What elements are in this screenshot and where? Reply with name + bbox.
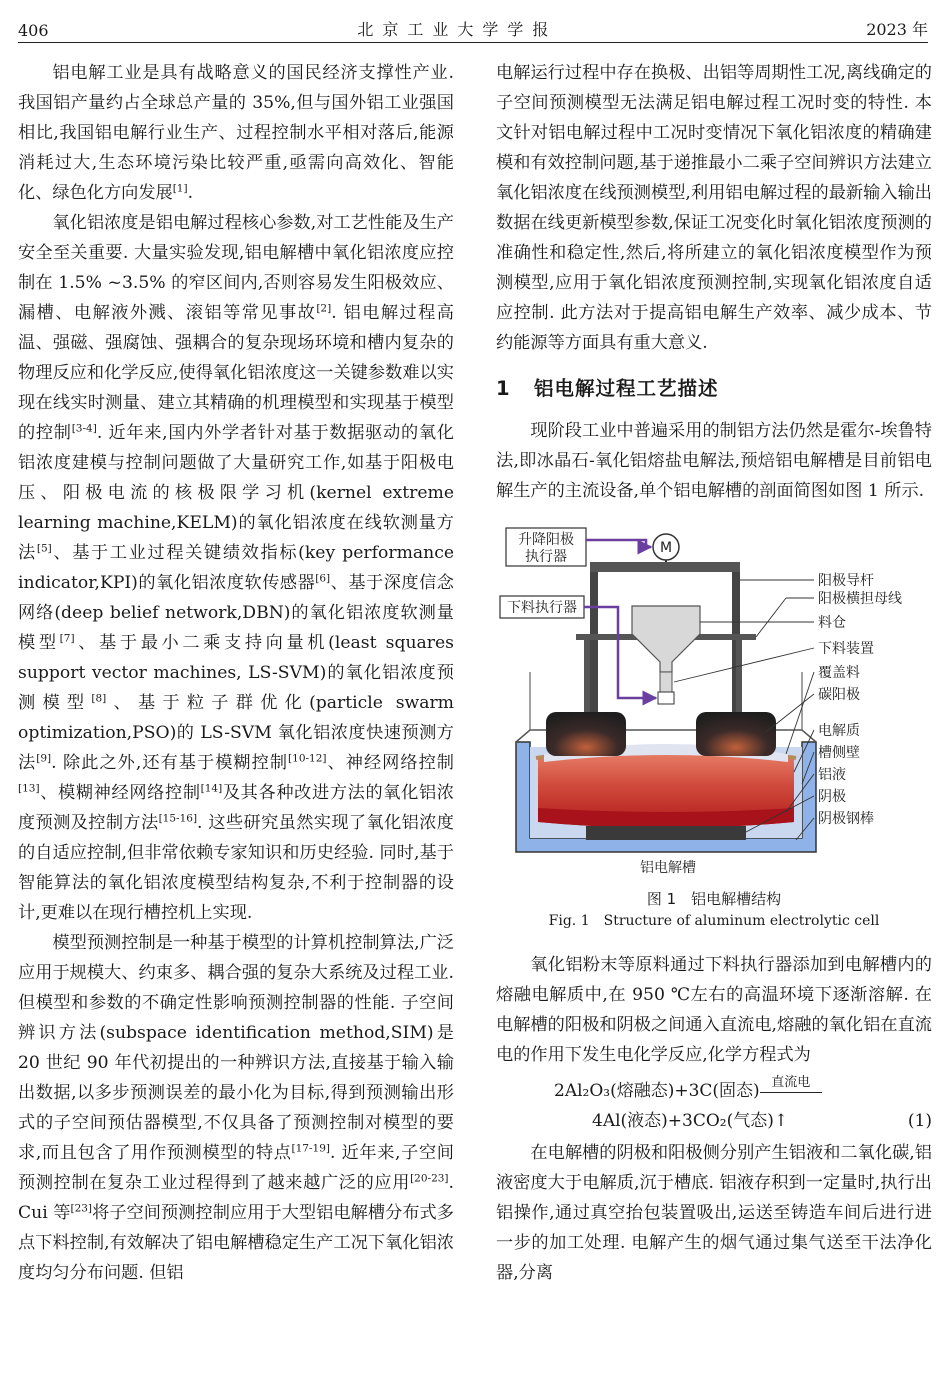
paragraph-alumina-concentration: 氧化铝浓度是铝电解过程核心参数,对工艺性能及生产安全至关重要. 大量实验发现,铝电解槽中氧化铝浓度应控制在 1.5% ~3.5% 的窄区间内,否则容易发生阳极效应、漏槽、电解液外溅、滚铝等常见事故[2]. 铝电解过程高温、强磁、强腐蚀、强耦合的复杂现场环境和槽内复杂的物理反应和化学反应,使得氧化铝浓度这一关键参数难以实现在线实时测量、建立其精确的机理模型和实现基于模型的控制[3-4]. 近年来,国内外学者针对基于数据驱动的氧化铝浓度建模与控制问题做了大量研究工作,如基于阳极电压、阳极电流的核极限学习机(kernel extreme learning machine,KELM)的氧化铝浓度在线软测量方法[5]、基于工业过程关键绩效指标(key performance indicator,KPI)的氧化铝浓度软传感器[6]、基于深度信念网络(deep belief network,DBN)的氧化铝浓度软测量模型[7]、基于最小二乘支持向量机(least squares support vector machines, LS-SVM)的氧化铝浓度预测模型[8]、基于粒子群优化(particle swarm optimization,PSO)的 LS-SVM 氧化铝浓度快速预测方法[9]. 除此之外,还有基于模糊控制[10-12]、神经网络控制[13]、模糊神经网络控制[14]及其各种改进方法的氧化铝浓度预测及控制方法[15-16]. 这些研究虽然实现了氧化铝浓度的自适应控制,但非常依赖专家知识和历史经验. 同时,基于智能算法的氧化铝浓度模型结构复杂,不利于控制器的设计,更难以在现行槽控机上实现. — [18, 213, 454, 923]
paragraph-feeding: 氧化铝粉末等原料通过下料执行器添加到电解槽内的熔融电解质中,在 950 ℃左右的高温环境下逐渐溶解. 在电解槽的阳极和阴极之间通入直流电,熔融的氧化铝在直流电的作用下发生电化学反应,化学方程式为 — [496, 955, 932, 1065]
label-cathode-bar: 阴极钢棒 — [818, 811, 874, 827]
hopper — [632, 606, 700, 672]
page-header — [18, 14, 928, 40]
label-cell: 铝电解槽 — [640, 860, 696, 876]
equation-lhs: 2Al₂O₃(熔融态)+3C(固态) — [554, 1081, 760, 1101]
motor-label: M — [659, 540, 673, 556]
citation: [8] — [91, 692, 107, 705]
header-rule — [18, 42, 928, 43]
anode-rod-left — [584, 640, 590, 716]
label-anode-rod: 阳极导杆 — [818, 573, 874, 589]
label-aluminum: 铝液 — [818, 767, 846, 783]
frame-post-left — [590, 572, 598, 732]
citation: [13] — [18, 782, 40, 795]
citation: [5] — [36, 542, 52, 555]
cell-diagram — [496, 522, 932, 882]
paragraph-mpc: 模型预测控制是一种基于模型的计算机控制算法,广泛应用于规模大、约束多、耦合强的复杂大系统及过程工业. 但模型和参数的不确定性影响预测控制器的性能. 子空间辨识方法(subspace identification method,SIM)是 20 世纪 90 年代初提出的一种辨识方法,直接基于输入输出数据,以多步预测误差的最小化为目标,得到预测输出形式的子空间预估器模型,不仅具备了预测控制对模型的要求,而且包含了用作预测模型的特点[17-19]. 近年来,子空间预测控制在复杂工业过程得到了越来越广泛的应用[20-23]. Cui 等[23]将子空间预测控制应用于大型铝电解槽分布式多点下料控制,有效解决了铝电解槽稳定生产工况下氧化铝浓度均匀分布问题. 但铝 — [18, 933, 454, 1283]
label-hopper: 料仓 — [818, 615, 846, 631]
paragraph-products: 在电解槽的阴极和阳极侧分别产生铝液和二氧化碳,铝液密度大于电解质,沉于槽底. 铝液存积到一定量时,执行出铝操作,通过真空抬包装置吸出,运送至铸造车间后进行进一步的加工处理. 电解产生的烟气通过集气送至干法净化器,分离 — [496, 1143, 932, 1283]
page-number: 406 — [18, 21, 49, 40]
label-cathode: 阴极 — [818, 789, 846, 805]
citation: [3-4] — [71, 422, 97, 435]
citation: [6] — [315, 572, 331, 585]
section-heading — [496, 374, 932, 404]
equation-rhs: 4Al(液态)+3CO₂(气态)↑ — [592, 1111, 789, 1131]
citation: [20-23] — [410, 1172, 449, 1185]
citation: [23] — [70, 1202, 93, 1215]
equation-condition: 直流电 — [771, 1075, 811, 1090]
section-title: 铝电解过程工艺描述 — [534, 377, 719, 400]
figure-electrolytic-cell — [496, 522, 932, 882]
paragraph-intro: 铝电解工业是具有战略意义的国民经济支撑性产业. 我国铝产量约占全球总产量的 35%,但与国外铝工业强国相比,我国铝电解行业生产、过程控制水平相对落后,能源消耗过大,生态环境污染比较严重,亟需向高效化、智能化、绿色化方向发展[1]. — [18, 63, 454, 203]
citation: [14] — [200, 782, 223, 795]
label-anode-busbar: 阳极横担母线 — [818, 591, 902, 607]
feeder — [660, 672, 672, 692]
label-electrolyte: 电解质 — [818, 723, 860, 739]
publication-year: 2023 年 — [866, 20, 928, 39]
citation: [7] — [59, 632, 75, 645]
citation: [1] — [172, 182, 188, 195]
frame-beam — [590, 562, 740, 572]
citation: [17-19] — [291, 1142, 330, 1155]
equation-number: (1) — [907, 1111, 932, 1131]
lift-actuator-label-2: 执行器 — [525, 549, 567, 565]
cathode-block — [586, 826, 746, 840]
crust-breaker — [658, 692, 674, 704]
citation: [10-12] — [288, 752, 327, 765]
label-carbon-anode: 碳阳极 — [818, 687, 860, 703]
lift-actuator-label-1: 升降阳极 — [518, 532, 574, 548]
figure-caption-cn: 图 1 铝电解槽结构 — [646, 890, 782, 908]
label-side-wall: 槽侧壁 — [818, 745, 860, 761]
carbon-anode-left — [546, 712, 626, 756]
paragraph-process: 现阶段工业中普遍采用的制铝方法仍然是霍尔-埃鲁特法,即冰晶石-氧化铝熔盐电解法,预焙铝电解槽是目前铝电解生产的主流设备,单个铝电解槽的剖面简图如图 1 所示. — [496, 421, 932, 501]
citation: [15-16] — [158, 812, 198, 825]
carbon-anode-right — [696, 712, 776, 756]
figure-caption-en: Fig. 1 Structure of aluminum electrolytic cell — [548, 913, 880, 929]
label-cover-material: 覆盖料 — [818, 665, 860, 681]
lift-signal-arrow — [586, 540, 651, 547]
equation-1 — [496, 1076, 932, 1136]
paragraph-continued: 电解运行过程中存在换极、出铝等周期性工况,离线确定的子空间预测模型无法满足铝电解过程工况时变的特性. 本文针对铝电解过程中工况时变情况下氧化铝浓度的精确建模和有效控制问题,基于递推最小二乘子空间辨识方法建立氧化铝浓度在线预测模型,利用铝电解过程的最新输入输出数据在线更新模型参数,保证工况变化时氧化铝浓度预测的准确性和稳定性,然后,将所建立的氧化铝浓度模型作为预测模型,应用于氧化铝浓度预测控制,实现氧化铝浓度自适应控制. 此方法对于提高铝电解生产效率、减少成本、节约能源等方面具有重大意义. — [496, 63, 932, 353]
label-feeder: 下料装置 — [818, 641, 874, 657]
journal-title: 北京工业大学学报 — [357, 20, 558, 39]
anode-rod-right — [736, 640, 742, 716]
left-column — [18, 58, 454, 1288]
feed-actuator-label: 下料执行器 — [507, 600, 577, 616]
section-number: 1 — [496, 377, 511, 400]
right-column — [496, 58, 932, 1288]
citation: [2] — [316, 302, 332, 315]
citation: [9] — [36, 752, 52, 765]
